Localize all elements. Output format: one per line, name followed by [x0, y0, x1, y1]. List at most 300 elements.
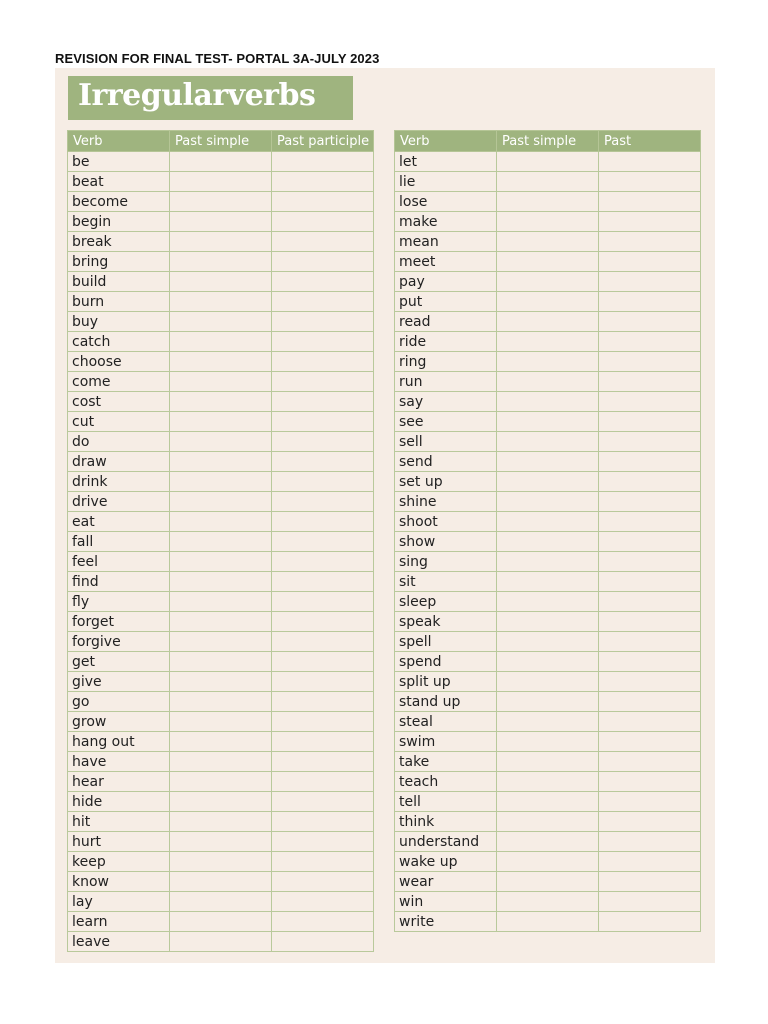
past-participle-cell[interactable] [272, 732, 374, 752]
past-participle-cell[interactable] [272, 312, 374, 332]
verb-cell: understand [395, 832, 497, 852]
table-row [68, 392, 374, 412]
verb-cell: say [395, 392, 497, 412]
table-row [395, 252, 701, 272]
table-row [395, 732, 701, 752]
past-participle-cell[interactable] [272, 352, 374, 372]
past-participle-cell[interactable] [599, 172, 701, 192]
past-participle-cell[interactable] [599, 672, 701, 692]
verb-cell: hit [68, 812, 170, 832]
past-participle-cell[interactable] [599, 432, 701, 452]
past-simple-cell[interactable] [497, 312, 599, 332]
past-participle-cell[interactable] [599, 332, 701, 352]
table-row [68, 572, 374, 592]
verb-cell: drive [68, 492, 170, 512]
table-row [395, 592, 701, 612]
verb-cell: lay [68, 892, 170, 912]
column-header-past-participle: Past participle [272, 131, 374, 152]
past-participle-cell[interactable] [599, 272, 701, 292]
past-simple-cell[interactable] [170, 732, 272, 752]
past-simple-cell[interactable] [497, 752, 599, 772]
past-simple-cell[interactable] [497, 772, 599, 792]
past-participle-cell[interactable] [272, 532, 374, 552]
past-simple-cell[interactable] [497, 192, 599, 212]
past-simple-cell[interactable] [497, 812, 599, 832]
table-row [68, 432, 374, 452]
table-row [395, 872, 701, 892]
table-row [68, 212, 374, 232]
past-simple-cell[interactable] [170, 272, 272, 292]
past-participle-cell[interactable] [272, 452, 374, 472]
table-row [395, 372, 701, 392]
past-participle-cell[interactable] [599, 312, 701, 332]
verb-cell: read [395, 312, 497, 332]
table-row [68, 412, 374, 432]
verb-cell: hear [68, 772, 170, 792]
table-row [68, 452, 374, 472]
past-participle-cell[interactable] [272, 632, 374, 652]
table-row [68, 272, 374, 292]
past-simple-cell[interactable] [497, 632, 599, 652]
past-participle-cell[interactable] [272, 552, 374, 572]
past-simple-cell[interactable] [497, 712, 599, 732]
verb-cell: win [395, 892, 497, 912]
past-simple-cell[interactable] [170, 832, 272, 852]
verb-cell: feel [68, 552, 170, 572]
table-row [68, 892, 374, 912]
table-row [395, 692, 701, 712]
past-simple-cell[interactable] [497, 592, 599, 612]
past-participle-cell[interactable] [272, 612, 374, 632]
past-simple-cell[interactable] [497, 352, 599, 372]
verb-cell: see [395, 412, 497, 432]
past-simple-cell[interactable] [497, 572, 599, 592]
verb-cell: wear [395, 872, 497, 892]
past-participle-cell[interactable] [599, 472, 701, 492]
verb-cell: lose [395, 192, 497, 212]
table-row [68, 152, 374, 172]
past-simple-cell[interactable] [497, 172, 599, 192]
table-row [68, 652, 374, 672]
past-simple-cell[interactable] [497, 552, 599, 572]
past-participle-cell[interactable] [272, 272, 374, 292]
verb-cell: shine [395, 492, 497, 512]
table-row [68, 192, 374, 212]
past-simple-cell[interactable] [170, 692, 272, 712]
past-participle-cell[interactable] [599, 732, 701, 752]
past-participle-cell[interactable] [272, 672, 374, 692]
verb-cell: put [395, 292, 497, 312]
past-participle-cell[interactable] [599, 892, 701, 912]
past-simple-cell[interactable] [170, 632, 272, 652]
verb-cell: split up [395, 672, 497, 692]
table-row [395, 512, 701, 532]
past-participle-cell[interactable] [599, 452, 701, 472]
past-simple-cell[interactable] [170, 512, 272, 532]
table-header-row [68, 131, 374, 152]
past-simple-cell[interactable] [170, 892, 272, 912]
past-participle-cell[interactable] [599, 152, 701, 172]
past-simple-cell[interactable] [497, 672, 599, 692]
past-simple-cell[interactable] [497, 652, 599, 672]
column-header-past: Past [599, 131, 701, 152]
past-simple-cell[interactable] [170, 552, 272, 572]
verb-cell: sing [395, 552, 497, 572]
past-participle-cell[interactable] [272, 832, 374, 852]
past-participle-cell[interactable] [272, 392, 374, 412]
table-row [395, 272, 701, 292]
table-row [395, 812, 701, 832]
verb-cell: spell [395, 632, 497, 652]
table-row [395, 912, 701, 932]
verb-cell: drink [68, 472, 170, 492]
verb-cell: choose [68, 352, 170, 372]
past-simple-cell[interactable] [170, 672, 272, 692]
table-row [395, 832, 701, 852]
past-participle-cell[interactable] [272, 432, 374, 452]
past-participle-cell[interactable] [599, 772, 701, 792]
verb-cell: draw [68, 452, 170, 472]
past-participle-cell[interactable] [599, 372, 701, 392]
verb-cell: forget [68, 612, 170, 632]
past-simple-cell[interactable] [170, 712, 272, 732]
verb-cell: stand up [395, 692, 497, 712]
verb-cell: send [395, 452, 497, 472]
verb-cell: leave [68, 932, 170, 952]
verb-cell: build [68, 272, 170, 292]
past-simple-cell[interactable] [170, 232, 272, 252]
past-participle-cell[interactable] [599, 492, 701, 512]
past-simple-cell[interactable] [497, 152, 599, 172]
verb-cell: make [395, 212, 497, 232]
table-row [68, 832, 374, 852]
past-simple-cell[interactable] [170, 612, 272, 632]
past-participle-cell[interactable] [272, 152, 374, 172]
verb-cell: lie [395, 172, 497, 192]
past-simple-cell[interactable] [170, 852, 272, 872]
verb-cell: think [395, 812, 497, 832]
past-participle-cell[interactable] [599, 512, 701, 532]
table-row [395, 412, 701, 432]
table-row [395, 312, 701, 332]
verb-cell: spend [395, 652, 497, 672]
past-participle-cell[interactable] [272, 212, 374, 232]
past-participle-cell[interactable] [272, 692, 374, 712]
past-participle-cell[interactable] [599, 292, 701, 312]
past-participle-cell[interactable] [599, 412, 701, 432]
table-row [68, 912, 374, 932]
past-simple-cell[interactable] [497, 832, 599, 852]
past-participle-cell[interactable] [599, 232, 701, 252]
past-simple-cell[interactable] [170, 312, 272, 332]
table-row [395, 492, 701, 512]
past-simple-cell[interactable] [497, 292, 599, 312]
past-simple-cell[interactable] [170, 392, 272, 412]
past-simple-cell[interactable] [170, 812, 272, 832]
table-row [68, 812, 374, 832]
verb-cell: speak [395, 612, 497, 632]
past-simple-cell[interactable] [170, 252, 272, 272]
verb-cell: beat [68, 172, 170, 192]
past-participle-cell[interactable] [272, 852, 374, 872]
past-participle-cell[interactable] [272, 232, 374, 252]
past-participle-cell[interactable] [272, 892, 374, 912]
left-verb-table [67, 130, 374, 952]
past-simple-cell[interactable] [170, 412, 272, 432]
verb-cell: let [395, 152, 497, 172]
past-simple-cell[interactable] [497, 332, 599, 352]
past-participle-cell[interactable] [599, 532, 701, 552]
verb-cell: go [68, 692, 170, 712]
table-row [68, 932, 374, 952]
past-simple-cell[interactable] [170, 432, 272, 452]
past-simple-cell[interactable] [170, 772, 272, 792]
past-participle-cell[interactable] [599, 752, 701, 772]
verb-cell: cost [68, 392, 170, 412]
past-participle-cell[interactable] [599, 612, 701, 632]
table-row [68, 512, 374, 532]
verb-cell: find [68, 572, 170, 592]
past-simple-cell[interactable] [170, 212, 272, 232]
past-participle-cell[interactable] [599, 832, 701, 852]
past-participle-cell[interactable] [272, 412, 374, 432]
column-header-verb: Verb [68, 131, 170, 152]
table-row [395, 712, 701, 732]
past-participle-cell[interactable] [599, 352, 701, 372]
past-simple-cell[interactable] [170, 932, 272, 952]
past-simple-cell[interactable] [497, 272, 599, 292]
past-simple-cell[interactable] [497, 792, 599, 812]
past-simple-cell[interactable] [497, 372, 599, 392]
past-simple-cell[interactable] [170, 912, 272, 932]
table-row [68, 592, 374, 612]
past-participle-cell[interactable] [272, 932, 374, 952]
column-header-past-simple: Past simple [170, 131, 272, 152]
past-participle-cell[interactable] [599, 792, 701, 812]
verb-cell: ring [395, 352, 497, 372]
past-participle-cell[interactable] [272, 712, 374, 732]
verb-cell: break [68, 232, 170, 252]
verb-cell: sell [395, 432, 497, 452]
verb-cell: sleep [395, 592, 497, 612]
past-participle-cell[interactable] [599, 912, 701, 932]
table-row [68, 172, 374, 192]
table-row [68, 472, 374, 492]
table-row [68, 852, 374, 872]
verb-cell: get [68, 652, 170, 672]
table-row [395, 792, 701, 812]
column-header-past-simple: Past simple [497, 131, 599, 152]
past-simple-cell[interactable] [497, 912, 599, 932]
table-row [68, 372, 374, 392]
verb-cell: take [395, 752, 497, 772]
verb-cell: meet [395, 252, 497, 272]
past-participle-cell[interactable] [599, 592, 701, 612]
past-simple-cell[interactable] [497, 452, 599, 472]
past-simple-cell[interactable] [170, 152, 272, 172]
verb-cell: burn [68, 292, 170, 312]
table-row [395, 172, 701, 192]
past-simple-cell[interactable] [497, 732, 599, 752]
verb-cell: catch [68, 332, 170, 352]
past-participle-cell[interactable] [599, 572, 701, 592]
table-row [395, 632, 701, 652]
verb-cell: buy [68, 312, 170, 332]
table-row [395, 352, 701, 372]
past-simple-cell[interactable] [170, 572, 272, 592]
verb-cell: have [68, 752, 170, 772]
past-participle-cell[interactable] [599, 692, 701, 712]
table-row [395, 152, 701, 172]
past-simple-cell[interactable] [170, 532, 272, 552]
table-row [395, 672, 701, 692]
past-participle-cell[interactable] [272, 752, 374, 772]
past-participle-cell[interactable] [599, 212, 701, 232]
verb-cell: become [68, 192, 170, 212]
past-simple-cell[interactable] [497, 472, 599, 492]
table-row [395, 332, 701, 352]
past-participle-cell[interactable] [599, 652, 701, 672]
past-simple-cell[interactable] [497, 512, 599, 532]
past-participle-cell[interactable] [599, 872, 701, 892]
verb-cell: hurt [68, 832, 170, 852]
table-row [68, 532, 374, 552]
past-simple-cell[interactable] [170, 472, 272, 492]
table-row [68, 232, 374, 252]
past-participle-cell[interactable] [599, 552, 701, 572]
verb-cell: show [395, 532, 497, 552]
table-row [68, 612, 374, 632]
past-simple-cell[interactable] [497, 872, 599, 892]
past-participle-cell[interactable] [272, 572, 374, 592]
table-row [395, 192, 701, 212]
past-simple-cell[interactable] [170, 592, 272, 612]
past-simple-cell[interactable] [497, 492, 599, 512]
table-row [68, 732, 374, 752]
table-row [68, 552, 374, 572]
table-row [395, 852, 701, 872]
table-row [395, 212, 701, 232]
past-simple-cell[interactable] [497, 432, 599, 452]
past-participle-cell[interactable] [272, 512, 374, 532]
table-row [68, 772, 374, 792]
past-simple-cell[interactable] [497, 532, 599, 552]
verb-cell: bring [68, 252, 170, 272]
past-participle-cell[interactable] [272, 192, 374, 212]
table-row [68, 672, 374, 692]
past-simple-cell[interactable] [170, 752, 272, 772]
past-simple-cell[interactable] [170, 652, 272, 672]
past-participle-cell[interactable] [599, 812, 701, 832]
past-participle-cell[interactable] [272, 592, 374, 612]
verb-cell: swim [395, 732, 497, 752]
past-participle-cell[interactable] [272, 652, 374, 672]
past-participle-cell[interactable] [272, 872, 374, 892]
table-row [68, 632, 374, 652]
verb-cell: run [395, 372, 497, 392]
past-simple-cell[interactable] [170, 492, 272, 512]
verb-cell: pay [395, 272, 497, 292]
verb-cell: fall [68, 532, 170, 552]
verb-cell: eat [68, 512, 170, 532]
table-row [68, 712, 374, 732]
table-row [68, 252, 374, 272]
table-header-row [395, 131, 701, 152]
verb-cell: fly [68, 592, 170, 612]
past-simple-cell[interactable] [497, 392, 599, 412]
past-participle-cell[interactable] [272, 472, 374, 492]
table-row [68, 332, 374, 352]
table-row [395, 612, 701, 632]
past-simple-cell[interactable] [170, 352, 272, 372]
past-simple-cell[interactable] [170, 872, 272, 892]
verb-cell: set up [395, 472, 497, 492]
past-participle-cell[interactable] [272, 792, 374, 812]
past-simple-cell[interactable] [497, 252, 599, 272]
past-participle-cell[interactable] [272, 172, 374, 192]
past-simple-cell[interactable] [497, 232, 599, 252]
verb-cell: tell [395, 792, 497, 812]
table-row [68, 752, 374, 772]
table-row [395, 532, 701, 552]
past-participle-cell[interactable] [272, 772, 374, 792]
past-participle-cell[interactable] [272, 332, 374, 352]
past-participle-cell[interactable] [599, 192, 701, 212]
table-row [395, 232, 701, 252]
past-participle-cell[interactable] [272, 292, 374, 312]
past-participle-cell[interactable] [272, 812, 374, 832]
past-simple-cell[interactable] [170, 172, 272, 192]
past-simple-cell[interactable] [497, 852, 599, 872]
past-simple-cell[interactable] [497, 692, 599, 712]
verb-cell: ride [395, 332, 497, 352]
past-simple-cell[interactable] [170, 292, 272, 312]
past-participle-cell[interactable] [599, 392, 701, 412]
past-simple-cell[interactable] [170, 452, 272, 472]
past-simple-cell[interactable] [497, 892, 599, 912]
verb-cell: grow [68, 712, 170, 732]
past-simple-cell[interactable] [170, 372, 272, 392]
past-simple-cell[interactable] [497, 212, 599, 232]
past-participle-cell[interactable] [272, 492, 374, 512]
verb-cell: mean [395, 232, 497, 252]
past-participle-cell[interactable] [599, 252, 701, 272]
verb-cell: forgive [68, 632, 170, 652]
past-participle-cell[interactable] [272, 912, 374, 932]
table-row [68, 312, 374, 332]
verb-cell: cut [68, 412, 170, 432]
table-row [68, 492, 374, 512]
past-participle-cell[interactable] [272, 372, 374, 392]
past-participle-cell[interactable] [599, 712, 701, 732]
past-participle-cell[interactable] [599, 632, 701, 652]
verb-cell: write [395, 912, 497, 932]
past-simple-cell[interactable] [170, 192, 272, 212]
past-simple-cell[interactable] [170, 792, 272, 812]
right-verb-table [394, 130, 701, 932]
past-participle-cell[interactable] [272, 252, 374, 272]
past-simple-cell[interactable] [497, 612, 599, 632]
past-simple-cell[interactable] [497, 412, 599, 432]
verb-cell: keep [68, 852, 170, 872]
past-simple-cell[interactable] [170, 332, 272, 352]
verb-cell: shoot [395, 512, 497, 532]
verb-cell: wake up [395, 852, 497, 872]
verb-cell: hang out [68, 732, 170, 752]
worksheet-title: Irregularverbs [78, 78, 316, 113]
table-row [395, 452, 701, 472]
past-participle-cell[interactable] [599, 852, 701, 872]
